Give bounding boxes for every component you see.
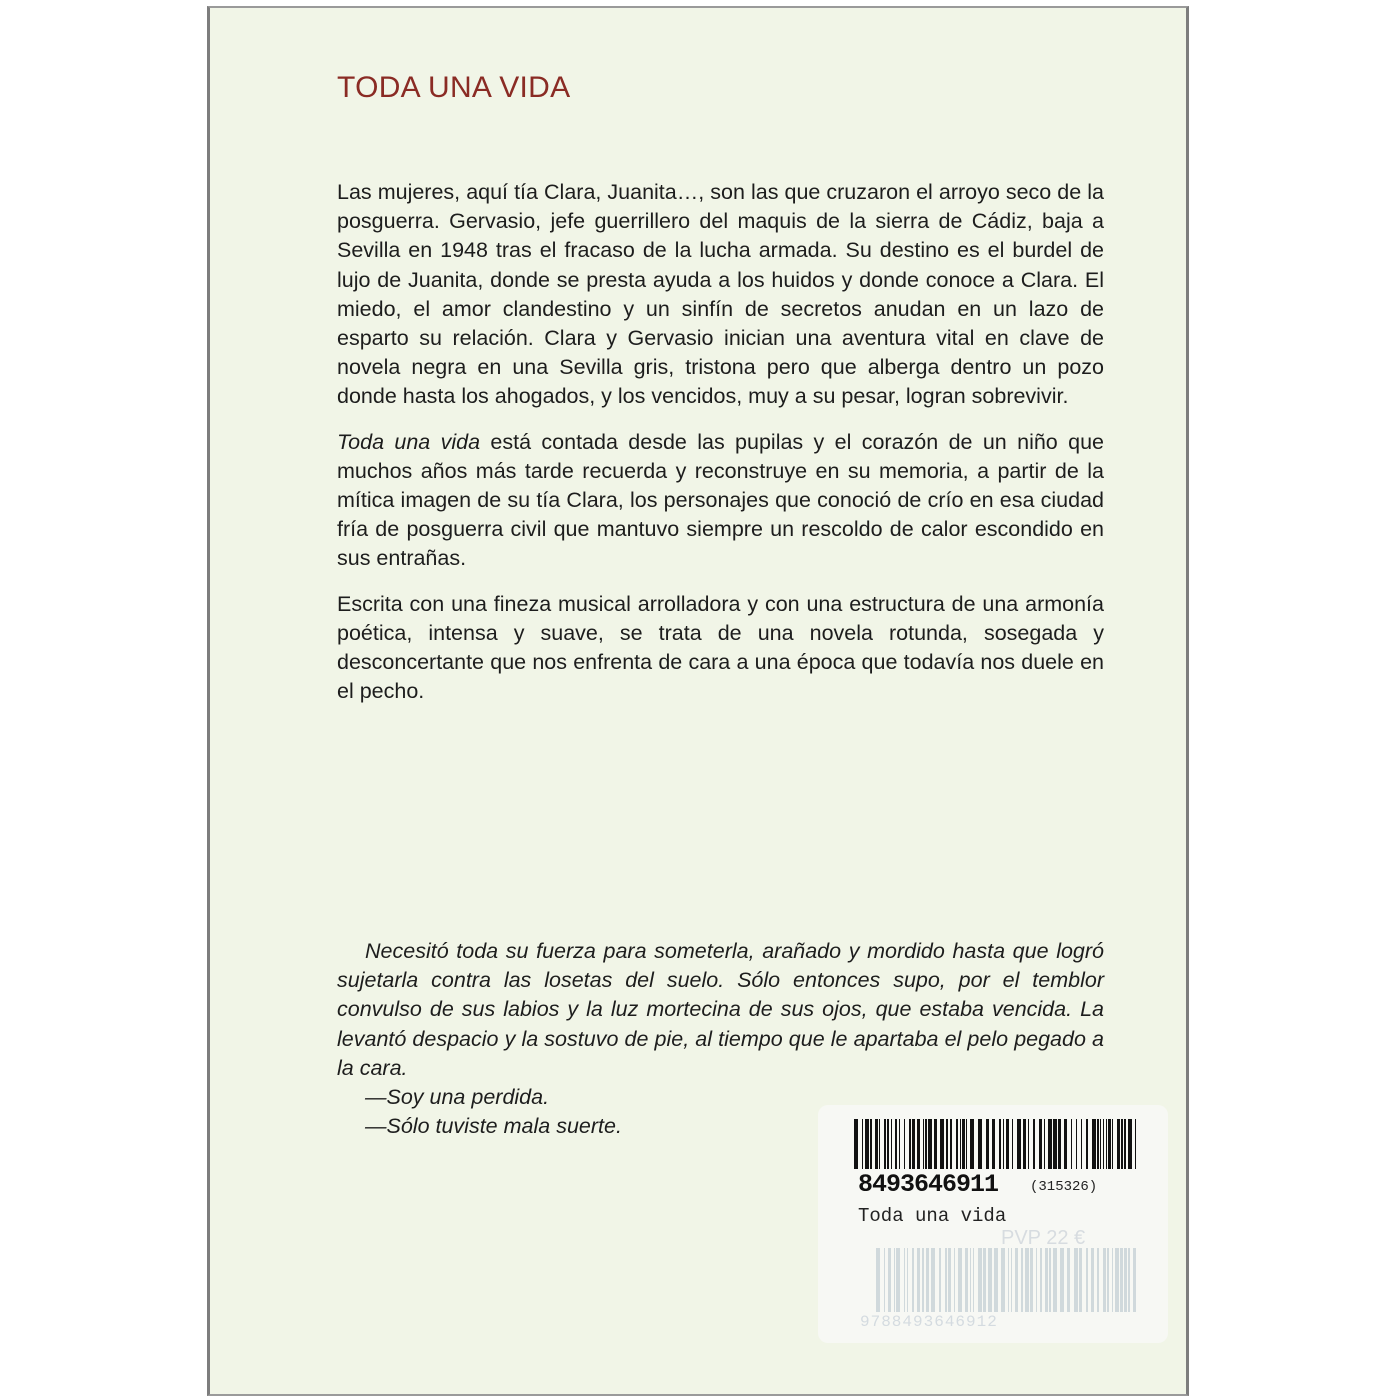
barcode-bar (909, 1119, 911, 1169)
barcode-bar (1120, 1248, 1123, 1312)
barcode-bar (1124, 1248, 1127, 1312)
synopsis-italic-title: Toda una vida (337, 429, 481, 454)
barcode-bar (934, 1119, 937, 1169)
barcode-bar (876, 1248, 880, 1312)
barcode-bar (948, 1248, 951, 1312)
barcode-bar (960, 1119, 961, 1169)
barcode-bar (1053, 1119, 1057, 1169)
synopsis (337, 178, 1104, 722)
barcode-bar (1064, 1119, 1067, 1169)
barcode-bar (1036, 1248, 1037, 1312)
barcode-bar (1081, 1119, 1082, 1169)
barcode-bar (983, 1248, 986, 1312)
barcode-bar (922, 1248, 924, 1312)
barcode-bar (912, 1119, 915, 1169)
barcode-bar (1012, 1119, 1013, 1169)
barcode-bar (896, 1248, 900, 1312)
barcode-bar (986, 1119, 989, 1169)
faded-barcode-icon (876, 1248, 1138, 1312)
barcode-bar (1103, 1248, 1106, 1312)
barcode-bar (875, 1119, 878, 1169)
barcode-bar (1074, 1248, 1078, 1312)
synopsis-paragraph-2 (337, 428, 1104, 574)
barcode-bar (1039, 1119, 1042, 1169)
barcode-bar (1112, 1248, 1113, 1312)
barcode-bar (1040, 1248, 1042, 1312)
barcode-bar (928, 1119, 932, 1169)
barcode-bar (1076, 1119, 1077, 1169)
barcode-bar (970, 1119, 974, 1169)
barcode-bar (879, 1119, 880, 1169)
barcode-bar (1112, 1119, 1113, 1169)
barcode-icon (854, 1119, 1136, 1169)
barcode-bar (1049, 1248, 1051, 1312)
barcode-bar (1044, 1119, 1045, 1169)
barcode-bar (962, 1119, 965, 1169)
barcode-bar (925, 1119, 927, 1169)
barcode-bar (1021, 1248, 1023, 1312)
barcode-bar (1121, 1119, 1123, 1169)
barcode-bar (1071, 1119, 1072, 1169)
synopsis-paragraph-3: Escrita con una fineza musical arrolladora y con una estructura de una armonía poética, intensa y suave, se trata de una novela rotunda, sosegada y desconcertante que nos enfrenta de cara a una época que todavía nos duele en el pecho. (337, 591, 1104, 704)
barcode-bar (1086, 1248, 1088, 1312)
barcode-bar (970, 1248, 971, 1312)
barcode-bar (1128, 1248, 1130, 1312)
barcode-bar (1133, 1248, 1136, 1312)
barcode-bar (1053, 1248, 1057, 1312)
price-label: PVP 22 € (1001, 1227, 1086, 1249)
barcode-bar (999, 1119, 1001, 1169)
barcode-bar (954, 1248, 955, 1312)
barcode-bar (1106, 1119, 1107, 1169)
barcode-bar (1117, 1119, 1120, 1169)
barcode-bar (1030, 1248, 1033, 1312)
barcode-bar (917, 1248, 920, 1312)
barcode-bar (1006, 1119, 1009, 1169)
barcode-bar (926, 1248, 929, 1312)
barcode-bar (917, 1119, 920, 1169)
barcode-bar (1015, 1248, 1018, 1312)
barcode-bar (907, 1248, 908, 1312)
barcode-bar (966, 1119, 967, 1169)
barcode-bar (1091, 1248, 1094, 1312)
barcode-bar (958, 1248, 962, 1312)
barcode-bar (978, 1248, 982, 1312)
barcode-bar (1124, 1119, 1126, 1169)
barcode-bar (1017, 1119, 1021, 1169)
barcode-bar (1008, 1248, 1009, 1312)
barcode-bar (1115, 1248, 1119, 1312)
barcode-bar (1011, 1248, 1012, 1312)
barcode-bar (884, 1248, 885, 1312)
barcode-bar (862, 1119, 863, 1169)
barcode-bar (888, 1248, 891, 1312)
barcode-bar (1092, 1119, 1096, 1169)
barcode-bar (1023, 1119, 1026, 1169)
barcode-bar (994, 1248, 998, 1312)
barcode-bar (940, 1119, 944, 1169)
barcode-bar (1079, 1248, 1082, 1312)
barcode-bar (870, 1119, 872, 1169)
barcode-bar (1003, 1119, 1004, 1169)
barcode-bar (1028, 1119, 1029, 1169)
isbn-number: 8493646911 (858, 1170, 999, 1199)
excerpt-dialogue-1: —Soy una perdida. (365, 1085, 550, 1110)
barcode-bar (1045, 1248, 1048, 1312)
barcode-bar (956, 1119, 958, 1169)
barcode-bar (931, 1248, 935, 1312)
internal-code: (315326) (1030, 1179, 1098, 1195)
barcode-bar (950, 1119, 952, 1169)
barcode-bar (1100, 1119, 1101, 1169)
barcode-bar (965, 1248, 968, 1312)
barcode-bar (1128, 1119, 1132, 1169)
barcode-bar (978, 1119, 982, 1169)
barcode-bar (946, 1119, 948, 1169)
price-sticker (818, 1105, 1168, 1343)
barcode-bar (891, 1119, 892, 1169)
barcode-bar (1067, 1248, 1070, 1312)
excerpt-dialogue-2: —Sólo tuviste mala suerte. (365, 1114, 622, 1139)
barcode-bar (1086, 1119, 1088, 1169)
barcode-bar (887, 1119, 889, 1169)
barcode-bar (894, 1248, 895, 1312)
barcode-bar (992, 1119, 995, 1169)
barcode-bar (854, 1119, 858, 1169)
barcode-bar (973, 1248, 974, 1312)
barcode-bar (1107, 1248, 1109, 1312)
synopsis-paragraph-1: Las mujeres, aquí tía Clara, Juanita…, son las que cruzaron el arroyo seco de la posguerra. Gervasio, jefe guerrillero del maquis de la sierra de Cádiz, baja a Sevilla en 1948 tras el fracaso de la lucha armada. Su destino es el burdel de lujo de Juanita, donde se presta ayuda a los huidos y donde conoce a Clara. El miedo, el amor clandestino y un sinfín de secretos anudan en un lazo de esparto su relación. Clara y Gervasio inician una aventura vital en clave de novela negra en una Sevilla gris, tristona pero que alberga dentro un pozo donde hasta los ahogados, y los vencidos, muy a su pesar, logran sobrevivir. (337, 180, 1104, 409)
barcode-bar (865, 1119, 869, 1169)
synopsis-paragraph-2-text: está contada desde las pupilas y el corazón de un niño que muchos años más tarde recuerda y reconstruye en su memoria, a partir de la mítica imagen de su tía Clara, los personajes que conoció de crío en esa ciudad fría de posguerra civil que mantuvo siempre un rescoldo de calor escondido en sus entrañas. (337, 429, 1104, 571)
book-title: TODA UNA VIDA (337, 71, 571, 104)
barcode-bar (1048, 1119, 1052, 1169)
barcode-bar (945, 1248, 947, 1312)
barcode-bar (939, 1248, 941, 1312)
barcode-bar (1001, 1248, 1005, 1312)
faded-barcode-number: 9788493646912 (860, 1313, 998, 1331)
barcode-bar (1058, 1119, 1061, 1169)
barcode-bar (1135, 1119, 1136, 1169)
barcode-bar (1033, 1119, 1035, 1169)
barcode-bar (904, 1119, 905, 1169)
barcode-bar (1060, 1248, 1064, 1312)
barcode-bar (923, 1119, 924, 1169)
barcode-bar (912, 1248, 914, 1312)
sticker-title: Toda una vida (858, 1205, 1007, 1227)
barcode-bar (1108, 1119, 1111, 1169)
barcode-bar (1097, 1119, 1099, 1169)
barcode-bar (1097, 1248, 1099, 1312)
barcode-bar (1103, 1119, 1104, 1169)
barcode-bar (904, 1248, 905, 1312)
barcode-bar (1025, 1248, 1029, 1312)
barcode-bar (884, 1119, 886, 1169)
excerpt-paragraph: Necesitó toda su fuerza para someterla, arañado y mordido hasta que logró sujetarla contra las losetas del suelo. Sólo entonces supo, por el temblor convulso de sus labios y la luz mortecina de sus ojos, que estaba vencida. La levantó despacio y la sostuvo de pie, al tiempo que le apartaba el pelo pegado a la cara. (337, 939, 1104, 1080)
barcode-bar (899, 1119, 900, 1169)
barcode-bar (895, 1119, 897, 1169)
barcode-bar (988, 1248, 992, 1312)
